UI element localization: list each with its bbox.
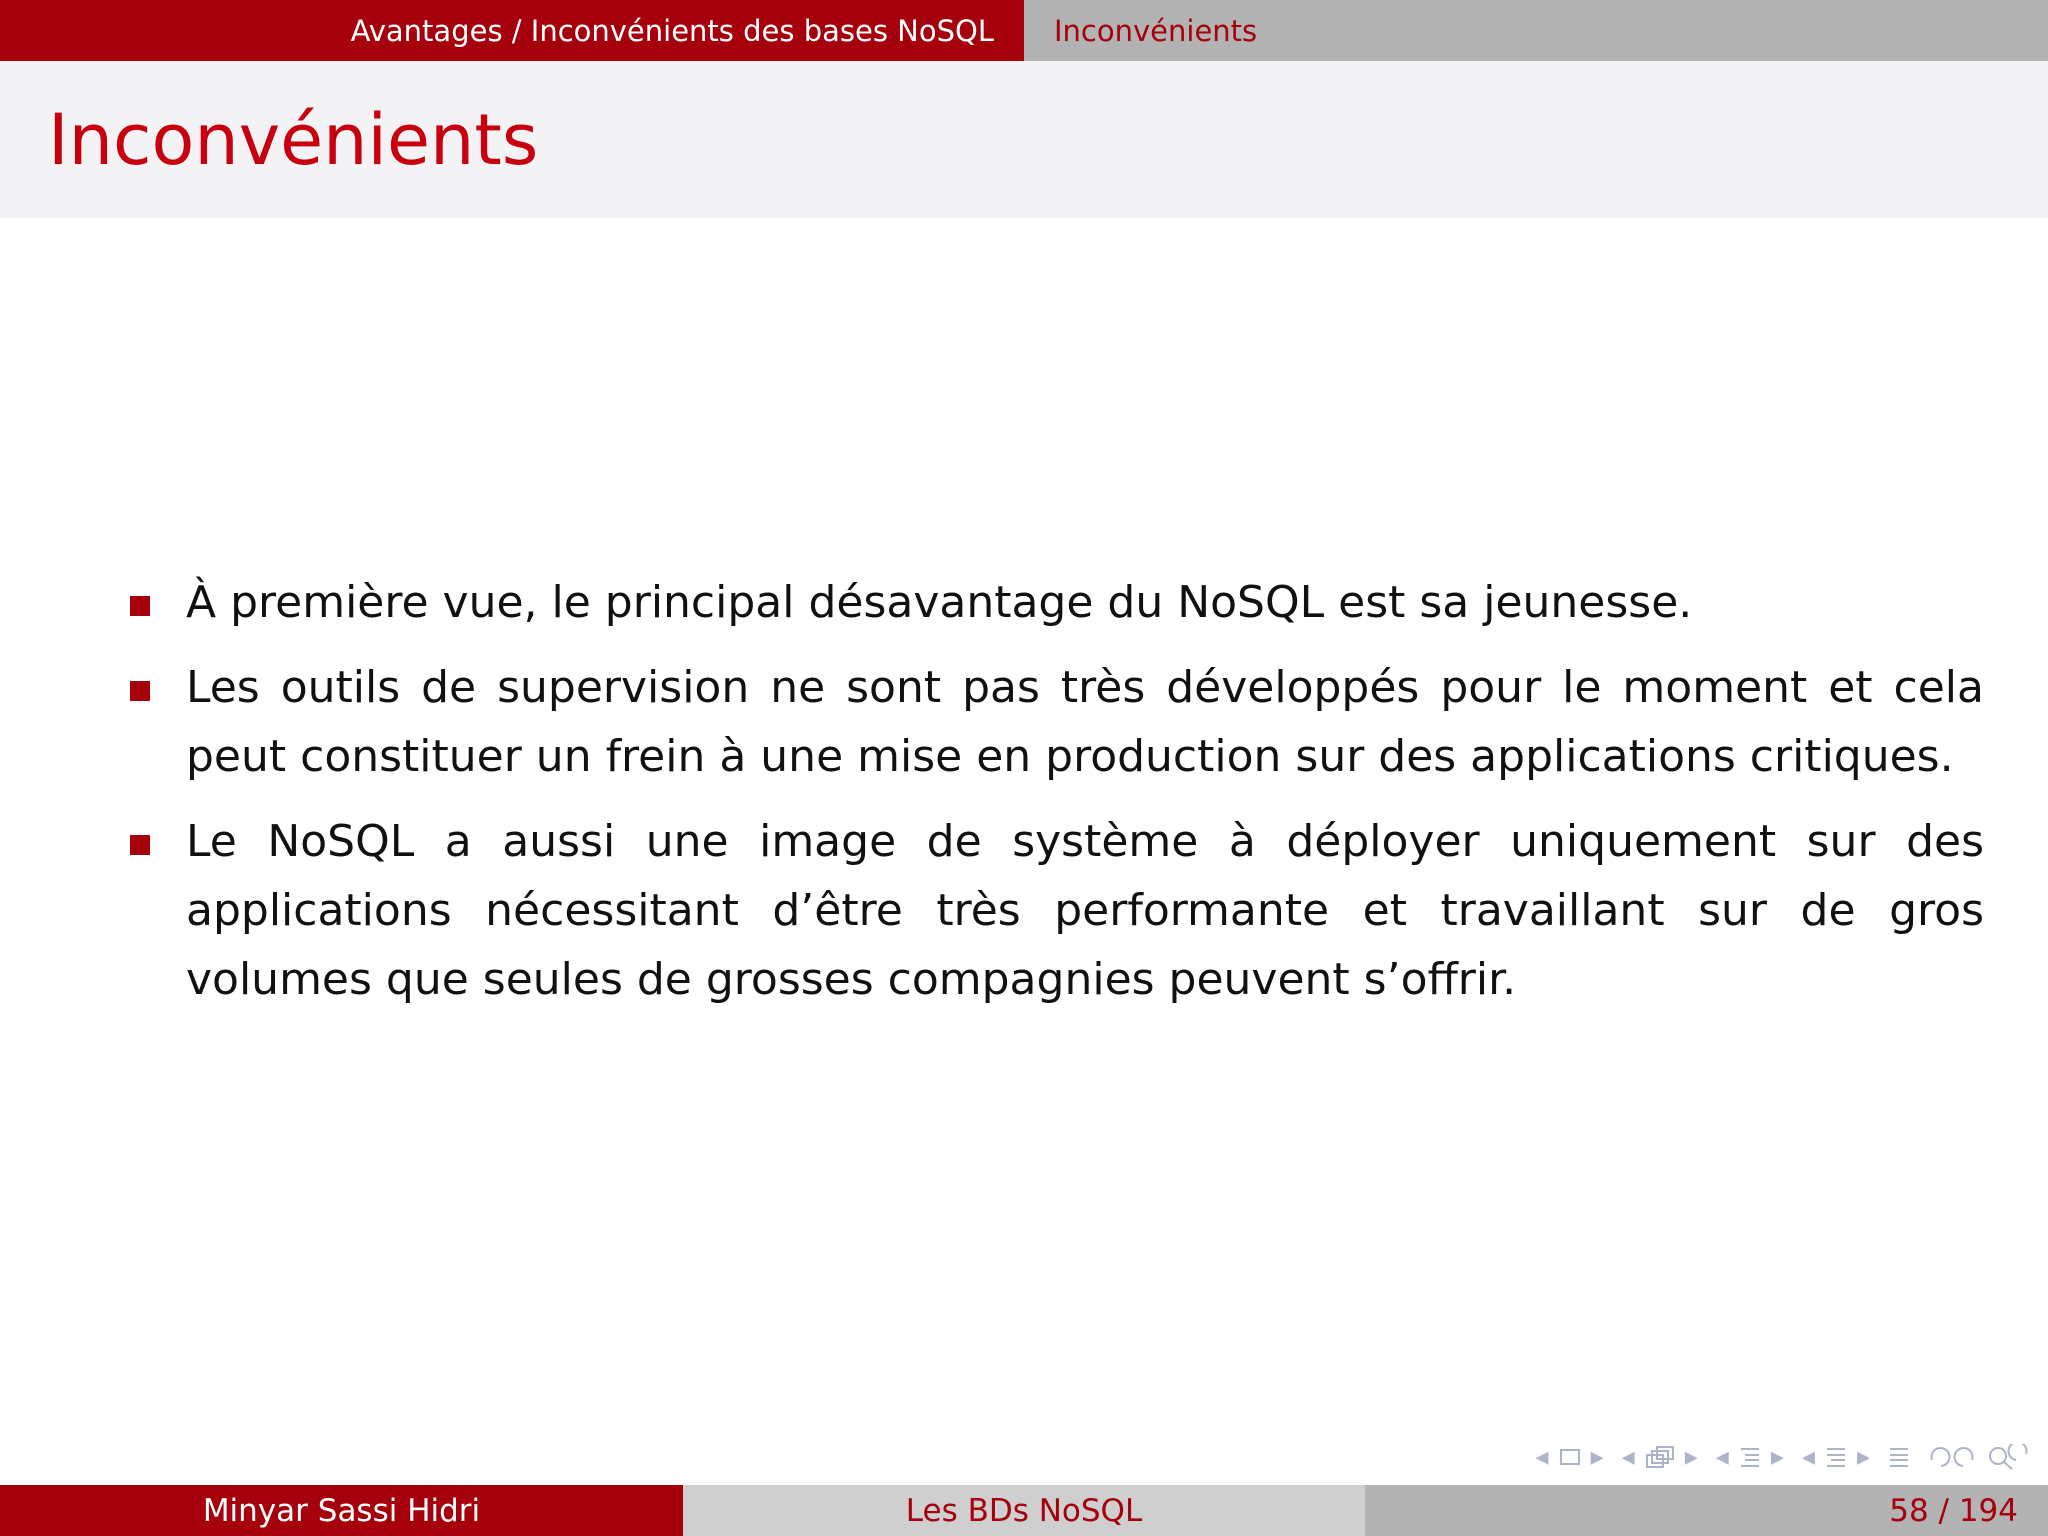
beamer-navigation — [1536, 1439, 2029, 1475]
footer-title: Les BDs NoSQL — [683, 1485, 1365, 1536]
bullet-item-2: Les outils de supervision ne sont pas très développés pour le moment et cela peut constituer un frein à une mise en production sur des applications critiques. — [128, 653, 1984, 791]
next-arrow-icon[interactable]: ▸ — [1590, 1442, 1604, 1472]
footer-author: Minyar Sassi Hidri — [0, 1485, 683, 1536]
section-list-icon[interactable] — [1739, 1445, 1761, 1469]
square-bullet-icon — [130, 681, 150, 701]
header-bar — [0, 0, 2048, 61]
slide-content — [128, 568, 1984, 1030]
bullet-item-3: Le NoSQL a aussi une image de système à déployer uniquement sur des applications nécessitant d’être très performante et travaillant sur de gros volumes que seules de grosses compagnies peuvent s’offrir. — [128, 807, 1984, 1014]
next-arrow-icon[interactable]: ▸ — [1856, 1442, 1870, 1472]
next-arrow-icon[interactable]: ▸ — [1684, 1442, 1698, 1472]
header-section[interactable]: Avantages / Inconvénients des bases NoSQL — [0, 0, 1024, 61]
bullet-item-1: À première vue, le principal désavantage du NoSQL est sa jeunesse. — [128, 568, 1984, 637]
bullet-list — [128, 568, 1984, 1014]
next-arrow-icon[interactable]: ▸ — [1770, 1442, 1784, 1472]
header-subsection[interactable]: Inconvénients — [1024, 0, 2048, 61]
prev-arrow-icon[interactable]: ◂ — [1621, 1442, 1635, 1472]
square-bullet-icon — [130, 835, 150, 855]
slide-frame-icon[interactable] — [1559, 1448, 1581, 1466]
footer-page-number: 58 / 194 — [1365, 1485, 2048, 1536]
prev-arrow-icon[interactable]: ◂ — [1715, 1442, 1729, 1472]
prev-arrow-icon[interactable]: ◂ — [1801, 1442, 1815, 1472]
frame-title-bar — [0, 61, 2048, 218]
subsection-list-icon[interactable] — [1825, 1445, 1847, 1469]
search-icon[interactable] — [1928, 1444, 2028, 1470]
square-bullet-icon — [130, 596, 150, 616]
slide-title: Inconvénients — [48, 98, 539, 181]
prev-arrow-icon[interactable]: ◂ — [1535, 1442, 1549, 1472]
toc-icon[interactable] — [1888, 1445, 1910, 1469]
footer-bar — [0, 1485, 2048, 1536]
frames-stack-icon[interactable] — [1645, 1445, 1675, 1469]
